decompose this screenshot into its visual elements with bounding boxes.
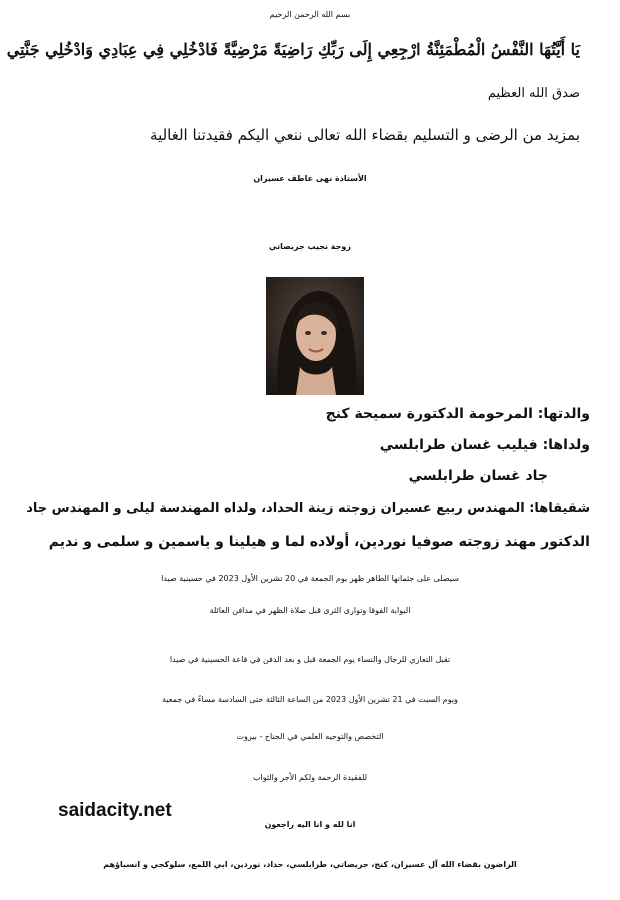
children-line-1: ولداها: فيليب غسان طرابلسي [379, 437, 590, 453]
funeral-line-1: سيصلى على جثمانها الطاهر ظهر يوم الجمعة في 20 تشرين الأول 2023 في حسينية صيدا [161, 574, 459, 583]
funeral-line-2: البوابة الفوقا وتوارى الثرى قبل صلاة الظهر في مدافن العائلة [209, 606, 411, 615]
mercy-line: للفقيدة الرحمة ولكم الأجر والثواب [252, 773, 368, 782]
deceased-name: الأستاذة نهى عاطف عسيران [253, 174, 367, 183]
site-watermark: saidacity.net [58, 800, 172, 821]
condolences-line-1: تقبل التعازي للرجال والنساء يوم الجمعة قبل و بعد الدفن في قاعة الحسينية في صيدا [169, 655, 451, 664]
spouse-line: زوجة نجيب جريصاتي [269, 242, 351, 251]
quran-verse: يَا أَيَّتُهَا النَّفْسُ الْمُطْمَئِنَّةُ ارْجِعِي إِلَى رَبِّكِ رَاضِيَةً مَرْضِيَّةً فَادْخُلِي فِي عِبَادِي وَادْخُلِي جَنَّتِي [6, 40, 580, 59]
siblings-line-2: الدكتور مهند زوجته صوفيا نوردين، أولاده لما و هيلينا و ياسمين و سلمى و نديم [48, 534, 590, 550]
condolences-line-2: ويوم السبت في 21 تشرين الأول 2023 من الساعة الثالثة حتى السادسة مساءً في جمعية [162, 695, 458, 704]
sadaqa-text: صدق الله العظيم [487, 86, 580, 101]
siblings-line-1: شقيقاها: المهندس ربيع عسيران زوجته زينة الحداد، ولداه المهندسة ليلى و المهندس جاد [26, 501, 590, 516]
basmala: بسم الله الرحمن الرحيم [269, 10, 351, 19]
portrait-image [266, 277, 364, 395]
deceased-photo [266, 277, 364, 395]
mother-line: والدتها: المرحومة الدكتورة سميحة كنج [325, 406, 590, 422]
children-line-2: جاد غسان طرابلسي [408, 468, 548, 484]
condolences-line-3: التخصص والتوجيه العلمي في الجناح - بيروت [236, 732, 384, 741]
footer-mourners: الراضون بقضاء الله آل عسيران، كنج، جريصاتي، طرابلسي، حداد، نوردين، ابي اللمع، سلوكجي و انسباؤهم [103, 860, 517, 869]
return-line: انا لله و انا اليه راجعون [264, 820, 356, 829]
intro-text: بمزيد من الرضى و التسليم بقضاء الله تعالى ننعي اليكم فقيدتنا الغالية [150, 126, 580, 144]
